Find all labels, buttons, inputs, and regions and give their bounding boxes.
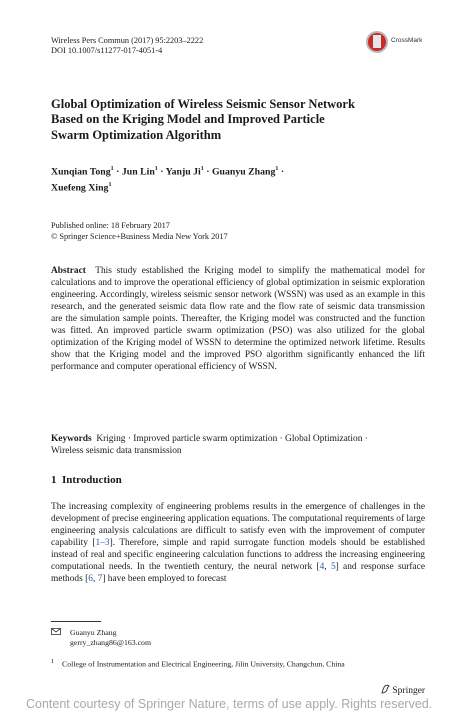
- corresponding-email[interactable]: gerry_zhang86@163.com: [70, 638, 152, 648]
- title-line-2: Based on the Kriging Model and Improved Particle: [51, 112, 325, 127]
- author-name[interactable]: Xunqian Tong: [51, 166, 111, 178]
- courtesy-notice: Content courtesy of Springer Nature, terms of use apply. Rights reserved.: [26, 697, 433, 711]
- publication-info: [51, 221, 228, 243]
- citation-comma: ,: [324, 561, 331, 572]
- citation-link[interactable]: 6: [88, 573, 93, 584]
- section-title: Introduction: [62, 474, 122, 486]
- affiliation-text: College of Instrumentation and Electrical Engineering, Jilin University, Changchun, China: [62, 659, 345, 669]
- author-name[interactable]: Jun Lin: [121, 166, 155, 178]
- section-number: 1: [51, 474, 57, 486]
- author-line-2: [51, 179, 431, 195]
- citation-link[interactable]: 7: [97, 573, 103, 584]
- affiliation-mark: 1: [154, 166, 158, 172]
- author-separator: ·: [280, 166, 285, 178]
- affiliation-number: 1: [51, 658, 55, 665]
- crossmark-label: CrossMark: [391, 37, 423, 44]
- crossmark-badge[interactable]: [366, 29, 426, 57]
- keywords-line-1: Kriging · Improved particle swarm optimization · Global Optimization ·: [96, 434, 368, 444]
- affiliation-footnote: [51, 657, 345, 670]
- section-heading: [51, 474, 122, 486]
- intro-text: ]. Therefore, simple and rapid surrogate function models should be established instead of real and specific engineering calculation functions to address the increasing engineering computational needs. In the twentieth century, the neural network [: [51, 537, 425, 572]
- springer-horse-icon: [381, 684, 390, 694]
- author-name[interactable]: Guanyu Zhang: [211, 166, 276, 178]
- abstract-label: Abstract: [51, 266, 86, 276]
- springer-wordmark: Springer: [392, 686, 426, 696]
- affiliation-mark: 1: [108, 182, 112, 189]
- title-line-1: Global Optimization of Wireless Seismic Sensor Network: [51, 97, 355, 111]
- author-line-1: [51, 163, 431, 179]
- keywords-line-2: Wireless seismic data transmission: [51, 445, 182, 456]
- citation-comma: ,: [92, 573, 98, 584]
- author-separator: ·: [206, 166, 210, 178]
- author-separator: ·: [160, 166, 164, 178]
- citation-link[interactable]: 1–3: [95, 537, 110, 548]
- keywords-label: Keywords: [51, 434, 92, 444]
- springer-logo: [381, 684, 425, 696]
- citation-link[interactable]: 5: [330, 561, 336, 572]
- author-list: [51, 163, 431, 195]
- keywords: [51, 434, 431, 458]
- copyright: © Springer Science+Business Media New York 2017: [51, 231, 228, 241]
- doi[interactable]: DOI 10.1007/s11277-017-4051-4: [51, 46, 163, 55]
- footnote-rule: [51, 621, 101, 622]
- crossmark-ribbon-icon: [373, 35, 381, 48]
- corresponding-author: [51, 628, 151, 649]
- affiliation-mark: 1: [110, 166, 114, 172]
- author-name[interactable]: Yanju Ji: [165, 166, 201, 178]
- paper-title: [51, 97, 431, 143]
- intro-text: ] and response surface methods [: [51, 561, 426, 584]
- abstract: [51, 266, 425, 374]
- citation-link[interactable]: 4: [319, 561, 325, 572]
- title-line-3: Swarm Optimization Algorithm: [51, 127, 222, 142]
- intro-text: The increasing complexity of engineering problems results in the emergence of challenges in the development of precise engineering application equations. The computational requirements of large engineering analysis calculations are difficult to satisfy even with the improvement of computer capability [: [51, 502, 425, 548]
- envelope-icon: [51, 628, 61, 638]
- intro-paragraph: [51, 502, 425, 586]
- author-separator: ·: [116, 166, 120, 178]
- affiliation-mark: 1: [200, 166, 204, 172]
- published-date: Published online: 18 February 2017: [51, 221, 170, 230]
- author-name[interactable]: Xuefeng Xing: [51, 182, 109, 194]
- affiliation-mark: 1: [275, 166, 279, 172]
- abstract-text: This study established the Kriging model to simplify the mathematical model for calculations and to improve the operational efficiency of global optimization in seismic exploration engineering. Accordingly, wireless seismic sensor network (WSSN) was used as an example in this research, and the generated seismic data flow rate and the flow rate of seismic data transmission are the simulation sample points. Thereafter, the Kriging model was constructed and the function was fitted. An improved particle swarm optimization (PSO) was also utilized for the global optimization of the Kriging model of WSSN to determine the optimized network lifetime. Results show that the Kriging model and the improved PSO algorithm significantly enhanced the lift performance and computer operational efficiency of WSSN.: [51, 266, 425, 372]
- intro-text: ] have been employed to forecast: [102, 573, 227, 584]
- journal-citation: Wireless Pers Commun (2017) 95:2203–2222: [51, 36, 204, 45]
- corresponding-name: Guanyu Zhang: [70, 628, 117, 637]
